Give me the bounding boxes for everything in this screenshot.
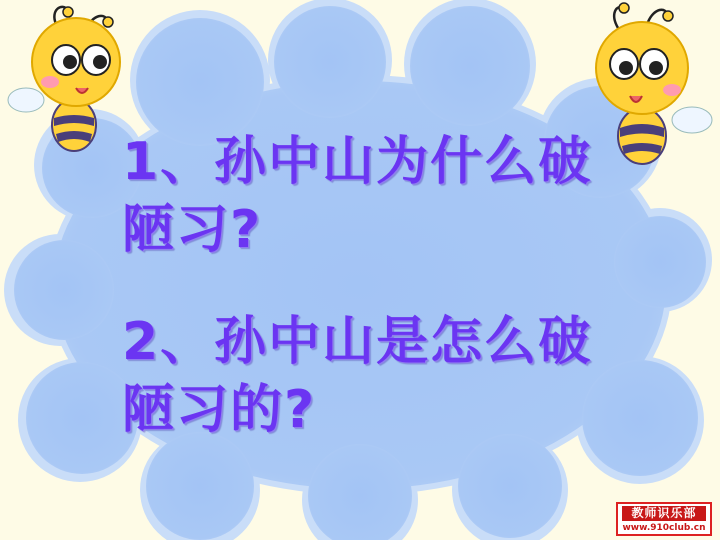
badge-name: 教师识乐部: [622, 506, 706, 521]
badge-url: www.910club.cn: [622, 523, 706, 533]
question-1: 1、孙中山为什么破陋习?: [122, 132, 593, 260]
bee-icon: [584, 0, 716, 170]
bee-icon: [4, 0, 134, 160]
question-2: 2、孙中山是怎么破陋习的?: [122, 312, 593, 440]
watermark-badge: [616, 502, 712, 536]
